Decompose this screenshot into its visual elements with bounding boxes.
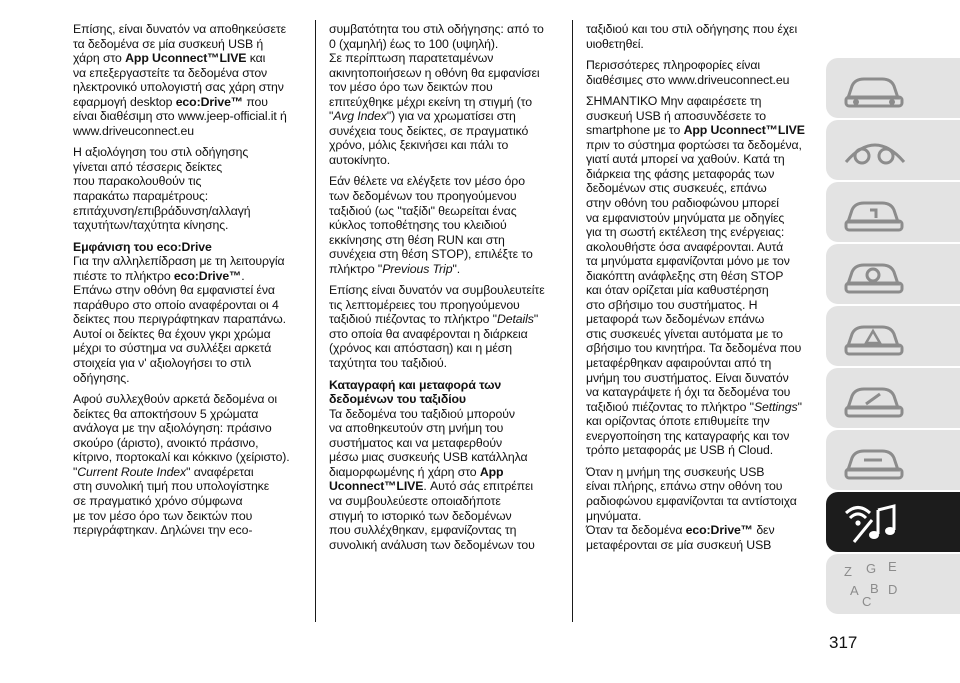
- text-line: ΣΗΜΑΝΤΙΚΟ Μην αφαιρέσετε τη: [586, 94, 762, 109]
- car-specs-icon: [840, 436, 910, 484]
- text-line: είναι διαθέσιμη στο www.jeep-official.it ή: [73, 109, 287, 124]
- text-line: χρόνο, μόλις ξεκινήσει και πάλι το: [329, 138, 509, 153]
- tab-car-maintenance[interactable]: [826, 368, 960, 428]
- text-line: μεταφέρονται σε μία συσκευή USB: [586, 537, 772, 552]
- text-line: παρακάτω παραμέτρους:: [73, 189, 209, 204]
- multimedia-icon: [840, 498, 910, 546]
- text-line: ταξιδιού (ως "ταξίδι" θεωρείται ένας: [329, 203, 517, 218]
- text-line: να καταγράψετε ή όχι τα δεδομένα του: [586, 385, 791, 400]
- text-line: διάρκεια της φάσης μεταφοράς των: [586, 166, 775, 181]
- index-letter: D: [888, 582, 898, 597]
- car-info-icon: [840, 64, 910, 112]
- tab-car-specs[interactable]: [826, 430, 960, 490]
- text-line: ταξιδιού πιέζοντας το πλήκτρο "Details": [329, 312, 539, 327]
- text-line: ταχύτητα του ταξιδιού.: [329, 356, 447, 371]
- text-line: Όταν τα δεδομένα eco:Drive™ δεν: [586, 523, 775, 538]
- text-line: τον μέσο όρο των δεικτών που: [329, 80, 493, 95]
- text-line: Αυτοί οι δείκτες θα έχουν γκρι χρώμα: [73, 326, 271, 341]
- text-line: στις συσκευές γίνεται αυτόματα με το: [586, 326, 783, 341]
- section-heading: δεδομένων του ταξιδίου: [329, 392, 466, 407]
- text-line: ηλεκτρονικό υπολογιστή σας χάρη στην: [73, 80, 284, 95]
- text-line: επιτεύχθηκε μέχρι εκείνη τη στιγμή (το: [329, 94, 532, 109]
- text-line: ενεργοποίηση της καταγραφής και τον: [586, 428, 790, 443]
- tab-alphabetical-index[interactable]: [826, 554, 960, 614]
- text-line: μεταφορά των δεδομένων επάνω: [586, 312, 765, 327]
- text-line: ακινητοποιήσεων η οθόνη θα εμφανίσει: [329, 65, 540, 80]
- text-line: ανάλογα με την αξιολόγηση: πράσινο: [73, 421, 272, 436]
- text-line: Σε περίπτωση παρατεταμένων: [329, 51, 494, 66]
- text-line: (χρόνος και απόσταση) και η μέση: [329, 341, 513, 356]
- text-line: δείκτες θα αποκτήσουν 5 χρώματα: [73, 406, 259, 421]
- text-line: Επίσης, είναι δυνατόν να αποθηκεύσετε: [73, 22, 286, 36]
- paragraph: [586, 22, 818, 51]
- text-line: Επίσης είναι δυνατόν να συμβουλευτείτε: [329, 283, 545, 298]
- text-line: στην οθόνη του ραδιοφώνου μπορεί: [586, 196, 779, 211]
- text-line: μεταφέρθηκαν αφαιρούνται από τη: [586, 356, 772, 371]
- text-line: Uconnect™LIVE. Αυτό σάς επιτρέπει: [329, 479, 534, 494]
- text-line: περιγράφτηκαν. Δηλώνει την eco-: [73, 523, 253, 538]
- text-line: δείκτες που περιγράφτηκαν παραπάνω.: [73, 312, 286, 327]
- text-line: οδήγησης.: [73, 370, 130, 385]
- text-line: δεδομένων στις συσκευές, επάνω: [586, 181, 767, 196]
- paragraph: [329, 283, 561, 370]
- text-line: επιτάχυνση/επιβράδυνση/αλλαγή: [73, 203, 251, 218]
- text-line: κύκλος τοποθέτησης του κλειδιού: [329, 218, 507, 233]
- car-safety-icon: [840, 188, 910, 236]
- tab-car-emergency[interactable]: [826, 306, 960, 366]
- paragraph: [73, 240, 305, 385]
- text-line: Επάνω στην οθόνη θα εμφανιστεί ένα: [73, 283, 275, 298]
- text-line: τις λεπτομέρειες του προηγούμενου: [329, 297, 520, 312]
- index-letter: G: [866, 561, 877, 576]
- paragraph: [586, 58, 818, 87]
- text-line: με τον μέσο όρο των δεικτών που: [73, 508, 253, 523]
- text-line: μέσω μιας συσκευής USB κατάλληλα: [329, 450, 528, 465]
- text-line: "Current Route Index" αναφέρεται: [73, 464, 254, 479]
- paragraph: [73, 145, 305, 232]
- text-line: για τη σωστή εκτέλεση της ενέργειας:: [586, 225, 785, 240]
- text-line: σε πραγματικό χρόνο σύμφωνα: [73, 493, 243, 508]
- index-letter: B: [870, 581, 879, 596]
- text-line: Αφού συλλεχθούν αρκετά δεδομένα οι: [73, 392, 278, 407]
- tab-multimedia[interactable]: [826, 492, 960, 552]
- text-line: smartphone με το App Uconnect™LIVE: [586, 123, 805, 138]
- alphabetical-index-icon: [840, 560, 910, 608]
- car-dashboard-icon: [840, 126, 910, 174]
- text-line: στο οποία θα αναφέρονται η διάρκεια: [329, 326, 528, 341]
- text-line: χάρη στο App Uconnect™LIVE και: [73, 51, 266, 66]
- paragraph: [329, 378, 561, 553]
- text-line: να επεξεργαστείτε τα δεδομένα στον: [73, 65, 268, 80]
- text-line: τα μηνύματα εμφανίζονται μόνο με τον: [586, 254, 790, 269]
- text-line: ταξιδιού και του στιλ οδήγησης που έχει: [586, 22, 798, 36]
- text-line: και όταν ορίζεται μία καθυστέρηση: [586, 283, 769, 298]
- text-line: συμβατότητα του στιλ οδήγησης: από το: [329, 22, 544, 36]
- text-line: συνέχεια τους δείκτες, σε πραγματικό: [329, 123, 529, 138]
- column-divider-left: [315, 20, 316, 622]
- text-line: γιατί αυτά μπορεί να χαθούν. Κατά τη: [586, 152, 785, 167]
- paragraph: [73, 22, 305, 138]
- text-line: κίτρινο, πορτοκαλί και κόκκινο (χείριστο).: [73, 450, 290, 465]
- text-line: εφαρμογή desktop eco:Drive™ που: [73, 94, 268, 109]
- text-line: ραδιοφώνου εμφανίζονται τα αντίστοιχα: [586, 493, 797, 508]
- text-line: πλήκτρο "Previous Trip".: [329, 261, 461, 276]
- text-line: στο σβήσιμο του συστήματος. Η: [586, 297, 758, 312]
- text-line: διαθέσιμες στο www.driveuconnect.eu: [586, 72, 790, 87]
- text-line: ακολουθήστε όσα αναφέρονται. Αυτά: [586, 239, 784, 254]
- text-line: πριν το σύστημα φορτώσει τα δεδομένα,: [586, 137, 802, 152]
- tab-car-safety[interactable]: [826, 182, 960, 242]
- text-line: συσκευή USB ή αποσυνδέσετε το: [586, 108, 766, 123]
- text-column-1: [73, 22, 305, 545]
- car-start-icon: [840, 250, 910, 298]
- tab-car-info[interactable]: [826, 58, 960, 118]
- text-line: διακόπτη ανάφλεξης στη θέση STOP: [586, 268, 784, 283]
- text-line: γίνεται από τέσσερις δείκτες: [73, 159, 223, 174]
- text-line: Όταν η μνήμη της συσκευής USB: [586, 464, 765, 479]
- text-line: τρόπο μεταφοράς με USB ή Cloud.: [586, 443, 774, 458]
- text-line: στιγμή το ιστορικό των δεδομένων: [329, 508, 512, 523]
- text-line: συνολική ανάλυση των δεδομένων του: [329, 537, 535, 552]
- text-line: υιοθετηθεί.: [586, 36, 644, 51]
- text-line: να συμβουλεύεστε οποιαδήποτε: [329, 493, 501, 508]
- text-line: σκούρο (άριστο), ανοικτό πράσινο,: [73, 435, 259, 450]
- text-line: να αποθηκευτούν στη μνήμη του: [329, 421, 504, 436]
- car-emergency-icon: [840, 312, 910, 360]
- text-line: μέχρι το σύστημα να συλλέξει αρκετά: [73, 341, 272, 356]
- text-line: να εμφανιστούν μηνύματα με οδηγίες: [586, 210, 785, 225]
- index-letter: A: [850, 583, 859, 598]
- text-line: είναι πλήρης, επάνω στην οθόνη του: [586, 479, 783, 494]
- text-column-2: [329, 22, 561, 559]
- paragraph: [73, 392, 305, 537]
- column-divider-right: [572, 20, 573, 622]
- text-line: που παρακολουθούν τις: [73, 174, 202, 189]
- paragraph: [329, 22, 561, 167]
- section-heading: Εμφάνιση του eco:Drive: [73, 239, 212, 254]
- text-line: πιέστε το πλήκτρο eco:Drive™.: [73, 268, 245, 283]
- index-letter: E: [888, 560, 897, 574]
- text-line: ταχυτήτων/ταχύτητα κίνησης.: [73, 218, 229, 233]
- text-line: εκκίνησης στη θέση RUN και στη: [329, 232, 505, 247]
- text-line: συνέχεια στη θέση STOP), επιλέξτε το: [329, 247, 533, 262]
- text-line: στοιχεία για ν' αξιολογήσει το στιλ: [73, 356, 252, 371]
- text-line: μηνύματα.: [586, 508, 642, 523]
- tab-car-dashboard[interactable]: [826, 120, 960, 180]
- text-line: Τα δεδομένα του ταξιδιού μπορούν: [329, 406, 515, 421]
- index-letter: C: [862, 594, 872, 608]
- text-line: σβήσιμο του κινητήρα. Τα δεδομένα που: [586, 341, 802, 356]
- text-line: των δεδομένων του προηγούμενου: [329, 189, 517, 204]
- text-line: που συλλέχθηκαν, εμφανίζοντας τη: [329, 523, 517, 538]
- text-line: μνήμη του συστήματος. Είναι δυνατόν: [586, 370, 789, 385]
- text-column-3: [586, 22, 818, 559]
- paragraph: [586, 465, 818, 552]
- paragraph: [329, 174, 561, 276]
- text-line: www.driveuconnect.eu: [73, 123, 195, 138]
- text-line: Η αξιολόγηση του στιλ οδήγησης: [73, 145, 249, 160]
- text-line: στη συνολική τιμή που υπολογίστηκε: [73, 479, 270, 494]
- tab-car-start[interactable]: [826, 244, 960, 304]
- text-line: αυτοκίνητο.: [329, 152, 391, 167]
- text-line: 0 (χαμηλή) έως το 100 (υψηλή).: [329, 36, 499, 51]
- text-line: Περισσότερες πληροφορίες είναι: [586, 58, 760, 73]
- paragraph: [586, 94, 818, 458]
- text-line: και ορίζοντας όποτε επιθυμείτε την: [586, 414, 770, 429]
- text-line: συστήματος και να μεταφερθούν: [329, 435, 503, 450]
- text-line: ταξιδιού πιέζοντας το πλήκτρο "Settings": [586, 399, 802, 414]
- page-number: 317: [829, 633, 858, 652]
- text-line: Για την αλληλεπίδραση με τη λειτουργία: [73, 254, 285, 269]
- car-maintenance-icon: [840, 374, 910, 422]
- text-line: διαμορφωμένης ή χάρη στο App: [329, 464, 504, 479]
- text-line: "Avg Index") για να χρωματίσει στη: [329, 109, 516, 124]
- section-heading: Καταγραφή και μεταφορά των: [329, 377, 502, 392]
- text-line: Εάν θέλετε να ελέγξετε τον μέσο όρο: [329, 174, 525, 189]
- text-line: τα δεδομένα σε μία συσκευή USB ή: [73, 36, 264, 51]
- text-line: παράθυρο στο οποίο αναφέρονται οι 4: [73, 297, 279, 312]
- index-letter: Z: [844, 564, 852, 579]
